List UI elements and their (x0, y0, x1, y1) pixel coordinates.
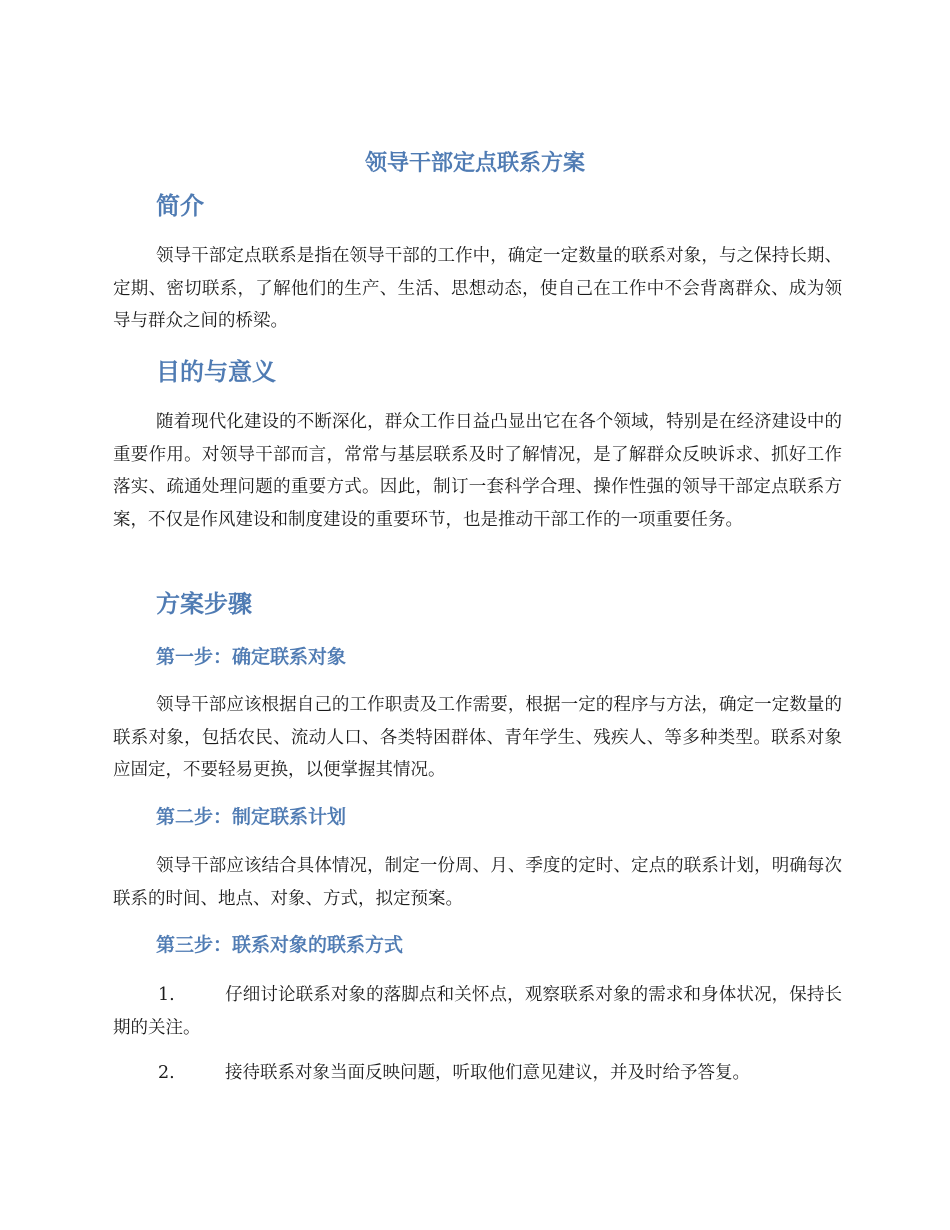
step2-paragraph: 领导干部应该结合具体情况，制定一份周、月、季度的定时、定点的联系计划，明确每次联系的时间、地点、对象、方式，拟定预案。 (113, 856, 842, 909)
list-item-number: 1. (158, 985, 175, 1005)
section-heading-purpose: 目的与意义 (156, 358, 276, 386)
purpose-paragraph: 随着现代化建设的不断深化，群众工作日益凸显出它在各个领域，特别是在经济建设中的重要作用。对领导干部而言，常常与基层联系及时了解情况，是了解群众反映诉求、抓好工作落实、疏通处理问题的重要方式。因此，制订一套科学合理、操作性强的领导干部定点联系方案，不仅是作风建设和制度建设的重要环节，也是推动干部工作的一项重要任务。 (113, 412, 842, 530)
list-item (113, 1057, 842, 1090)
step2-heading: 第二步：制定联系计划 (156, 806, 347, 828)
step1-paragraph: 领导干部应该根据自己的工作职责及工作需要，根据一定的程序与方法，确定一定数量的联系对象，包括农民、流动人口、各类特困群体、青年学生、残疾人、等多种类型。联系对象应固定，不要轻易更换，以便掌握其情况。 (113, 695, 842, 780)
intro-paragraph: 领导干部定点联系是指在领导干部的工作中，确定一定数量的联系对象，与之保持长期、定期、密切联系，了解他们的生产、生活、思想动态，使自己在工作中不会背离群众、成为领导与群众之间的桥梁。 (113, 246, 842, 331)
document-title: 领导干部定点联系方案 (364, 151, 585, 176)
step1-heading: 第一步：确定联系对象 (156, 646, 347, 668)
list-item-number: 2. (158, 1063, 175, 1083)
list-item-text: 仔细讨论联系对象的落脚点和关怀点，观察联系对象的需求和身体状况，保持长期的关注。 (113, 985, 842, 1038)
list-item-text: 接待联系对象当面反映问题，听取他们意见建议，并及时给予答复。 (225, 1063, 750, 1083)
section-heading-intro: 简介 (156, 192, 204, 220)
list-item (113, 979, 842, 1044)
step3-heading: 第三步：联系对象的联系方式 (156, 934, 404, 956)
section-heading-steps: 方案步骤 (156, 590, 252, 618)
